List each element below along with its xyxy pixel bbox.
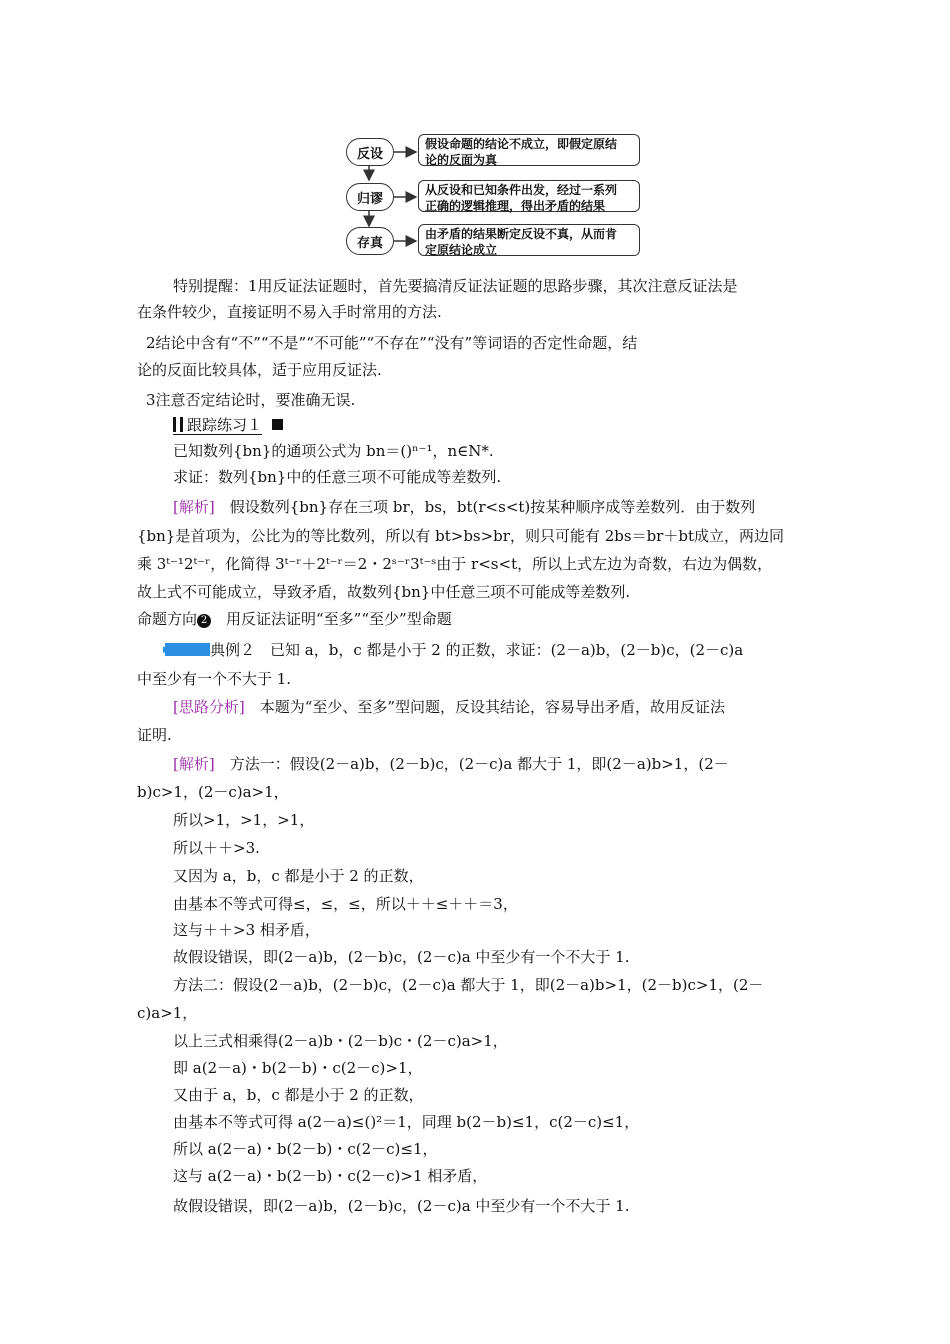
step-desc-line: 假设命题的结论不成立，即假定原结 — [425, 137, 618, 151]
example-text: 已知 a，b，c 都是小于 2 的正数，求证：(2－a)b，(2－b)c，(2－c)a — [255, 641, 744, 659]
step-conclude-node — [346, 227, 394, 255]
solution-m1-2: b)c>1，(2－c)a>1， — [137, 783, 289, 801]
answer-text: 假设数列{bn}存在三项 br，bs，bt(r<s<t)按某种顺序成等差数列．由于数列 — [214, 498, 756, 516]
practice-answer-4: 故上式不可能成立，导致矛盾，故数列{bn}中任意三项不可能成等差数列. — [137, 583, 631, 601]
solution-m2-2: c)a>1， — [137, 1004, 198, 1022]
step-desc-line: 从反设和已知条件出发，经过一系列 — [425, 183, 618, 197]
step-desc-line: 由矛盾的结果断定反设不真，从而肯 — [425, 227, 618, 241]
step-desc-line: 定原结论成立 — [425, 243, 498, 257]
solution-m1-4: 所以＋＋>3. — [173, 839, 260, 857]
step-label: 反设 — [356, 146, 383, 162]
tip-label: 特别提醒： — [173, 277, 249, 295]
solution-tag: [解析] — [173, 755, 215, 773]
example-question-2: 中至少有一个不大于 1. — [137, 670, 292, 688]
solution-m1-3: 所以>1，>1，>1， — [173, 811, 315, 829]
direction-title: 用反证法证明“至多”“至少”型命题 — [211, 610, 452, 628]
analysis-line-2: 证明. — [137, 726, 172, 744]
direction-heading — [137, 609, 950, 629]
solution-m2-4: 即 a(2－a)・b(2－b)・c(2－c)>1， — [173, 1059, 423, 1077]
analysis-tag: [解析] — [173, 498, 215, 516]
practice-question-2: 求证：数列{bn}中的任意三项不可能成等差数列. — [173, 468, 502, 486]
practice-question-1: 已知数列{bn}的通项公式为 bn＝()ⁿ⁻¹，n∈N*. — [173, 442, 494, 460]
step-conclude-desc — [418, 224, 640, 256]
step-assume-node — [346, 138, 394, 166]
analysis-tag: [思路分析] — [173, 698, 245, 716]
tip-1-line-2: 在条件较少，直接证明不易入手时常用的方法. — [137, 303, 442, 321]
solution-m2-6: 由基本不等式可得 a(2－a)≤()²＝1，同理 b(2－b)≤1，c(2－c)≤1， — [173, 1113, 640, 1131]
analysis-text: 本题为“至少、至多”型问题，反设其结论，容易导出矛盾，故用反证法 — [244, 698, 726, 716]
step-assume-desc — [418, 134, 640, 166]
solution-text: 方法一：假设(2－a)b，(2－b)c，(2－c)a 都大于 1，即(2－a)b>1，(2－ — [214, 755, 729, 773]
solution-m2-3: 以上三式相乘得(2－a)b・(2－b)c・(2－c)a>1， — [173, 1032, 508, 1050]
step-desc-line: 正确的逻辑推理，得出矛盾的结果 — [425, 199, 606, 213]
tip-2-line-1: 2结论中含有“不”“不是”“不可能”“不存在”“没有”等词语的否定性命题，结 — [146, 334, 638, 352]
solution-m2-1: 方法二：假设(2－a)b，(2－b)c，(2－c)a 都大于 1，即(2－a)b>1，(2－b)c>1，(2－ — [173, 976, 764, 994]
tip-2-line-2: 论的反面比较具体，适于应用反证法. — [137, 361, 382, 379]
tip-text: 1用反证法证题时，首先要搞清反证法证题的思路步骤，其次注意反证法是 — [248, 277, 738, 295]
tip-3: 3注意否定结论时，要准确无误. — [146, 391, 356, 409]
solution-m1-1 — [173, 754, 950, 774]
example-marker-icon — [165, 643, 210, 656]
step-label: 归谬 — [356, 191, 383, 207]
example-question-1 — [165, 640, 950, 660]
step-label: 存真 — [356, 235, 383, 251]
heading-bar-icon — [180, 417, 183, 432]
step-reduce-node — [346, 183, 394, 211]
square-icon — [272, 419, 283, 430]
direction-prefix: 命题方向 — [137, 610, 198, 628]
practice-answer-3: 乘 3ᵗ⁻¹2ᵗ⁻ʳ，化简得 3ᵗ⁻ʳ＋2ᵗ⁻ʳ＝2・2ˢ⁻ʳ3ᵗ⁻ˢ由于 r<s<t，所以上式左边为奇数，右边为偶数， — [137, 555, 773, 573]
practice-heading-text: 跟踪练习１ — [187, 416, 263, 434]
tip-1-line-1 — [173, 276, 950, 296]
step-reduce-desc — [418, 180, 640, 212]
proof-flow-diagram — [338, 130, 643, 262]
solution-m2-5: 又由于 a，b，c 都是小于 2 的正数， — [173, 1086, 424, 1104]
step-desc-line: 论的反面为真 — [425, 153, 498, 167]
solution-m1-7: 这与＋＋>3 相矛盾， — [173, 921, 320, 939]
solution-m1-8: 故假设错误，即(2－a)b，(2－b)c，(2－c)a 中至少有一个不大于 1. — [173, 948, 630, 966]
example-label: 典例２ — [210, 641, 256, 659]
solution-m2-7: 所以 a(2－a)・b(2－b)・c(2－c)≤1， — [173, 1140, 438, 1158]
solution-m1-6: 由基本不等式可得≤，≤，≤，所以＋＋≤＋＋＝3， — [173, 895, 518, 913]
practice-heading — [173, 415, 950, 435]
practice-answer-1 — [173, 497, 950, 517]
solution-m1-5: 又因为 a，b，c 都是小于 2 的正数， — [173, 867, 424, 885]
solution-m2-9: 故假设错误，即(2－a)b，(2－b)c，(2－c)a 中至少有一个不大于 1. — [173, 1197, 630, 1215]
analysis-line-1 — [173, 697, 950, 717]
heading-bar-icon — [173, 417, 176, 432]
practice-answer-2: {bn}是首项为，公比为的等比数列，所以有 bt>bs>br，则只可能有 2bs＝br＋bt成立，两边同 — [137, 527, 784, 545]
number-badge: 2 — [197, 614, 211, 628]
solution-m2-8: 这与 a(2－a)・b(2－b)・c(2－c)>1 相矛盾， — [173, 1167, 488, 1185]
